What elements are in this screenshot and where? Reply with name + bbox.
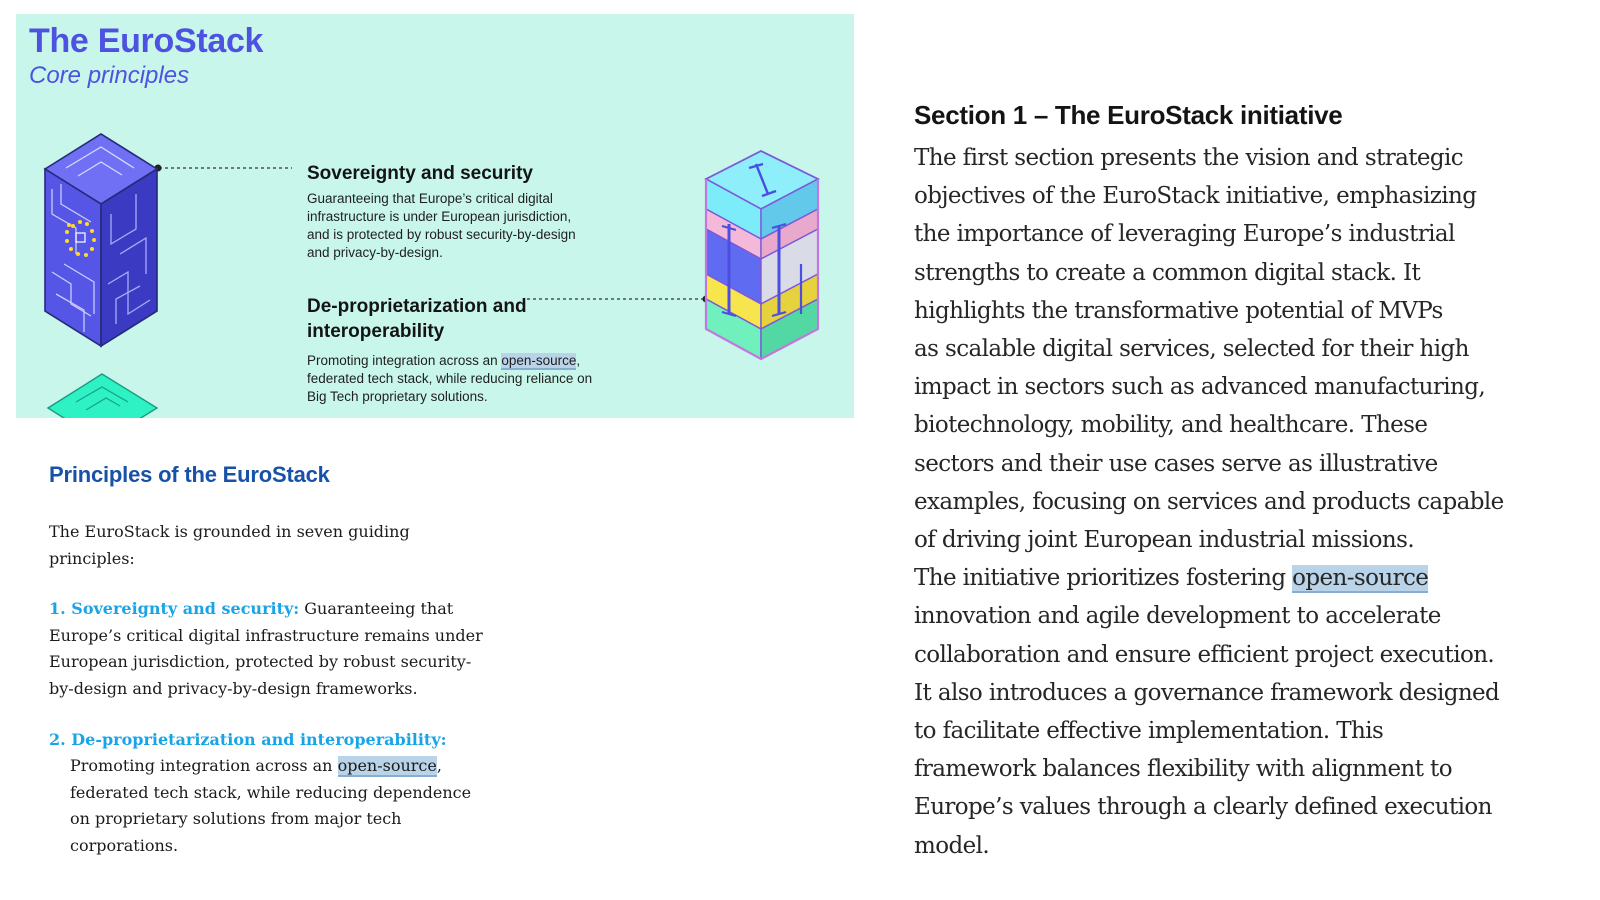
node-description: Promoting integration across an open-source, federated tech stack, while reducing reliance on Big Tech proprietary solutions. xyxy=(307,353,593,404)
node-description: Guaranteeing that Europe’s critical digital infrastructure is under European jurisdiction, and is protected by robust security-by-design and privacy-by-design. xyxy=(307,191,576,260)
principle-lead: 1. Sovereignty and security: xyxy=(49,599,300,618)
node-sovereignty-security xyxy=(307,161,617,262)
highlighted-term: open-source xyxy=(1292,565,1429,592)
principle-item-1: 1. Sovereignty and security: Guaranteeing that Europe’s critical digital infrastructure remains under European jurisdiction, protected by robust security- by-design and privacy-by-design frameworks. xyxy=(49,599,483,698)
node-deproprietarization-interoperability xyxy=(307,294,627,406)
figure-subtitle: Core principles xyxy=(29,62,190,89)
node-title: Sovereignty and security xyxy=(307,163,533,184)
node-title: De-proprietarization and interoperability xyxy=(307,296,527,342)
highlighted-term: open-source xyxy=(337,756,437,775)
eurostack-core-principles-figure xyxy=(16,14,854,418)
principles-intro: The EuroStack is grounded in seven guiding principles: xyxy=(49,522,410,568)
highlighted-term: open-source xyxy=(501,353,577,368)
figure-title: The EuroStack xyxy=(29,22,264,60)
principles-heading: Principles of the EuroStack xyxy=(49,462,330,487)
section-title: Section 1 – The EuroStack initiative xyxy=(914,100,1343,130)
principle-item-2-title xyxy=(49,727,501,754)
principle-item-2-body: Promoting integration across an open-source, federated tech stack, while reducing dependence on proprietary solutions from major tech corporations. xyxy=(70,756,472,855)
principle-lead: 2. De-proprietarization and interoperability: xyxy=(49,730,447,749)
section-body: The first section presents the vision and strategic objectives of the EuroStack initiative, emphasizing the importance of leveraging Europe’s industrial strengths to create a common digital stack. It highlights the transformative potential of MVPs as scalable digital services, selected for their high impact in sectors such as advanced manufacturing, biotechnology, mobility, and healthcare. These sectors and their use cases serve as illustrative examples, focusing on services and products capable of driving joint European industrial missions. The initiative prioritizes fostering open-source innovation and agile development to accelerate collaboration and ensure efficient project execution. It also introduces a governance framework designed to facilitate effective implementation. This framework balances flexibility with alignment to Europe’s values through a clearly defined execution model. xyxy=(914,145,1504,859)
